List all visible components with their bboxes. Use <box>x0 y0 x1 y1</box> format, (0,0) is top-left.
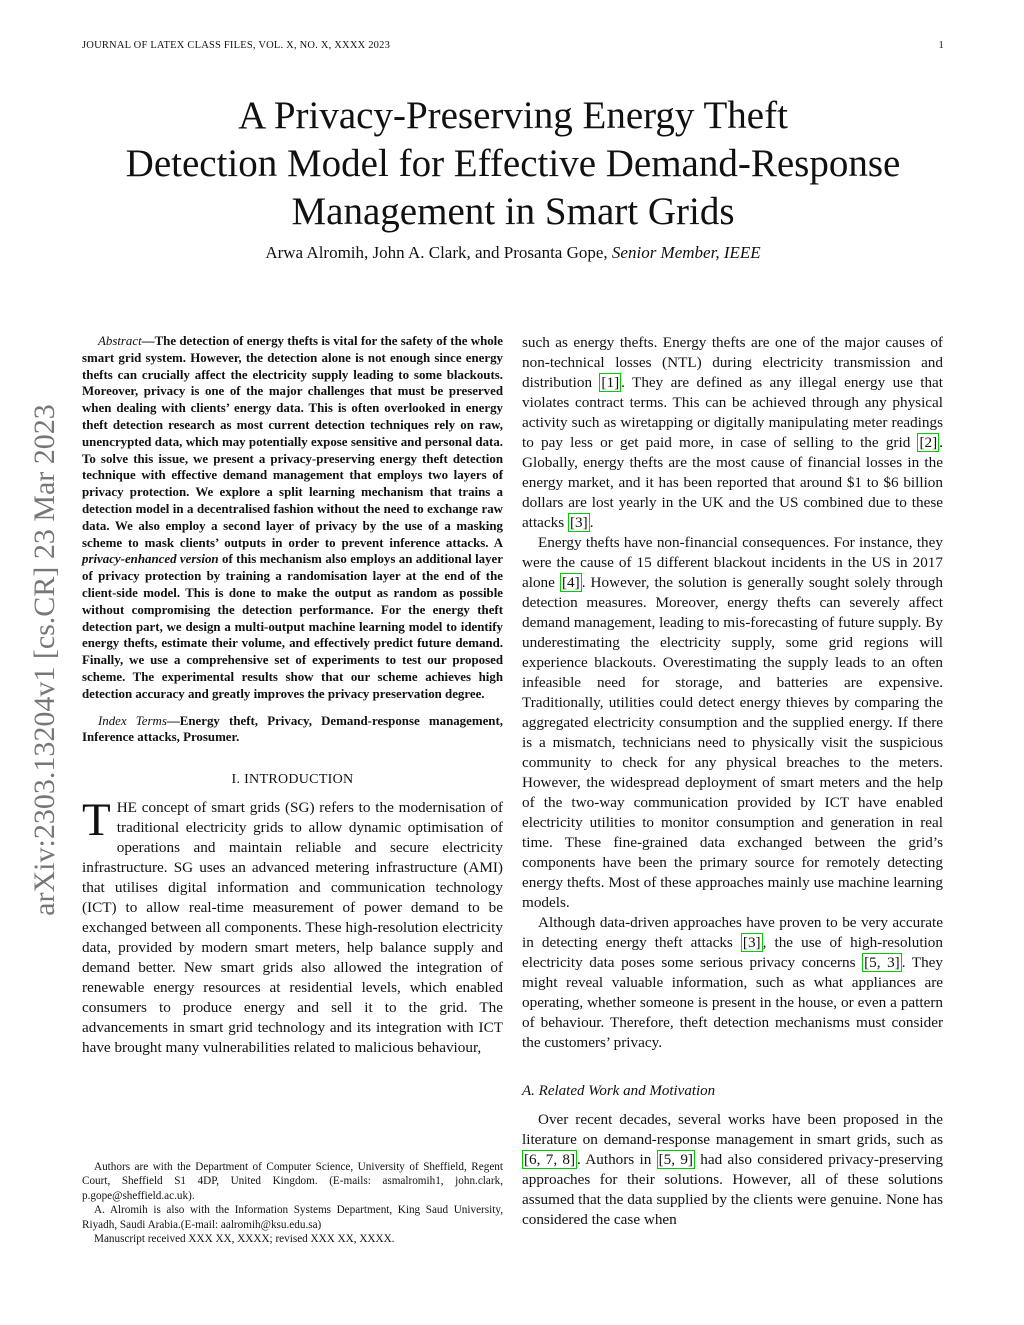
right-column <box>522 333 943 1230</box>
text-run: Energy thefts have non-financial consequences. For instance, they were the cause of 15 different blackout incidents in the US in 2017 alone <box>522 534 943 591</box>
footnote-manuscript-dates: Manuscript received XXX XX, XXXX; revised XXX XX, XXXX. <box>94 1233 395 1246</box>
arxiv-side-label <box>0 360 90 960</box>
citation-link[interactable]: [4] <box>561 574 580 591</box>
footnotes <box>82 1160 503 1246</box>
right-paragraph-3 <box>522 913 943 1053</box>
citation-link[interactable]: [2] <box>919 434 938 451</box>
text-run: . However, the solution is generally sought solely through detection measures. Moreover, energy thefts can severely affect demand management, leading to mis-forecasting of future supply. By underestimating the electricity supply, some grid regions will experience blackouts. Overestimating the supply leads to an often infeasible need for storage, and batteries are expensive. Traditionally, utilities could detect energy thieves by comparing the aggregated electricity consumption and the supplied energy. If there is a mismatch, technicians need to physically visit the suspicious community to check for any physical breaches to the meters. However, the widespread deployment of smart meters and the help of the two-way communication provided by ICT have enabled electricity utilities to monitor consumption and generation in real time. These fine-grained data exchanged between the grid’s components have been the primary source for remotely detecting energy thefts. Most of these approaches mainly use machine learning models. <box>522 574 944 911</box>
footnote-affiliation: Authors are with the Department of Computer Science, University of Sheffield, Regent Court, Sheffield S1 4DP, United Kingdom. (E-mails: asmalromih1, john.clark, p.gope@sheffield.ac.uk). <box>82 1161 503 1202</box>
author-list <box>82 243 944 263</box>
section-heading-introduction: I. INTRODUCTION <box>231 772 354 788</box>
right-paragraph-1 <box>522 333 943 533</box>
intro-paragraph-1 <box>82 794 503 1058</box>
text-run: had also considered privacy-preserving approaches for their solutions. However, all of these solutions assumed that the data supplied by the clients were genuine. None has considered the case when <box>522 1151 943 1228</box>
intro-paragraph-1-text: HE concept of smart grids (SG) refers to the modernisation of traditional electricity grids to allow dynamic optimisation of operations and maintain reliable and secure electricity infrastructure. SG uses an advanced metering infrastructure (AMI) that utilises digital information and communication technology (ICT) to allow real-time measurement of power demand to be exchanged between all components. These high-resolution electricity data, provided by modern smart meters, help balance supply and demand better. New smart grids also allowed the integration of renewable energy resources at residential levels, which enabled consumers to produce energy and sell it to the grid. The advancements in smart grid technology and its integration with ICT have brought many vulnerabilities related to malicious behaviour, <box>82 799 503 1057</box>
arxiv-identifier: arXiv:2303.13204v1 [cs.CR] 23 Mar 2023 <box>28 404 61 916</box>
citation-link[interactable]: [3] <box>742 934 761 951</box>
page-number: 1 <box>938 40 944 51</box>
citation-link[interactable]: [1] <box>601 374 620 391</box>
right-paragraph-2 <box>522 533 943 913</box>
footnote-second-affiliation: A. Alromih is also with the Information Systems Department, King Saud University, Riyadh, Saudi Arabia.(E-mail: aalromih@ksu.edu.sa) <box>82 1204 503 1231</box>
title-line-2: Detection Model for Effective Demand-Response <box>125 142 901 185</box>
subsection-heading-related-work: A. Related Work and Motivation <box>522 1083 716 1099</box>
text-run: . They might reveal valuable information, such as what appliances are operating, whether someone is present in the house, or even a pattern of behaviour. Therefore, theft detection mechanisms must consider the customers’ privacy. <box>522 954 943 1051</box>
abstract-emphasis: privacy-enhanced version <box>82 552 219 567</box>
title-line-3: Management in Smart Grids <box>291 190 735 233</box>
abstract-label: Abstract <box>98 334 142 348</box>
text-run: Over recent decades, several works have been proposed in the literature on demand-response management in smart grids, such as <box>522 1111 943 1148</box>
citation-link[interactable]: [5, 9] <box>658 1151 693 1168</box>
author-role: Senior Member, IEEE <box>611 243 761 262</box>
text-run: such as energy thefts. Energy thefts are one of the major causes of non-technical losses (NTL) during electricity transmission and distribution <box>522 334 943 391</box>
drop-cap: T <box>82 794 111 847</box>
journal-name: JOURNAL OF LATEX CLASS FILES, VOL. X, NO. X, XXXX 2023 <box>82 40 391 51</box>
abstract <box>82 333 503 703</box>
paper-title <box>82 92 944 236</box>
text-run: . Globally, energy thefts are the most cause of financial losses in the energy market, and it has been reported that around $1 to $6 billion dollars are lost yearly in the UK and the US combined due to these attacks <box>522 434 943 531</box>
title-line-1: A Privacy-Preserving Energy Theft <box>238 94 788 137</box>
abstract-text-a: —The detection of energy thefts is vital for the safety of the whole smart grid system. However, the detection alone is not enough since energy thefts can crucially affect the electricity supply leading to some blackouts. Moreover, privacy is one of the major challenges that must be preserved when dealing with clients’ energy data. This is often overlooked in energy theft detection research as most current detection techniques rely on raw, unencrypted data, which may potentially expose sensitive and personal data. To solve this issue, we present a privacy-preserving energy theft detection technique with effective demand management that employs two layers of privacy protection. We explore a split learning mechanism that trains a detection model in a decentralised fashion without the need to exchange raw data. We also employ a second layer of privacy by the use of a masking scheme to mask clients’ outputs in order to prevent inference attacks. A <box>82 334 503 550</box>
text-run: . Authors in <box>577 1151 657 1168</box>
text-run: . <box>589 514 594 531</box>
index-terms-label: Index Terms <box>98 713 167 728</box>
text-run: . They are defined as any illegal energy use that violates contract terms. This can be achieved through any physical activity such as wiretapping or digitally manipulating meter readings to pay less or get paid more, in case of selling to the grid <box>522 374 943 451</box>
index-terms-text: —Energy theft, Privacy, Demand-response management, Inference attacks, Prosumer. <box>82 713 503 745</box>
author-names: Arwa Alromih, John A. Clark, and Prosanta Gope, <box>265 243 612 262</box>
text-run: , the use of high-resolution electricity data poses some serious privacy concerns <box>522 934 943 971</box>
index-terms <box>82 713 503 747</box>
abstract-text-b: of this mechanism also employs an additional layer of privacy protection by training a randomisation layer at the end of the client-side model. This is done to make the output as random as possible without compromising the detection performance. For the energy theft detection part, we design a multi-output machine learning model to identify energy thefts, estimate their volume, and effectively predict future demand. Finally, we use a comprehensive set of experiments to test our proposed scheme. The experimental results show that our scheme achieves high detection accuracy and greatly improves the privacy preservation degree. <box>82 552 503 701</box>
right-paragraph-4 <box>522 1110 943 1230</box>
running-header <box>82 40 944 51</box>
citation-link[interactable]: [3] <box>569 514 588 531</box>
left-column <box>82 333 503 1058</box>
text-run: Although data-driven approaches have proven to be very accurate in detecting energy theft attacks <box>522 914 943 951</box>
citation-link[interactable]: [5, 3] <box>864 954 900 971</box>
citation-link[interactable]: [6, 7, 8] <box>524 1151 576 1168</box>
